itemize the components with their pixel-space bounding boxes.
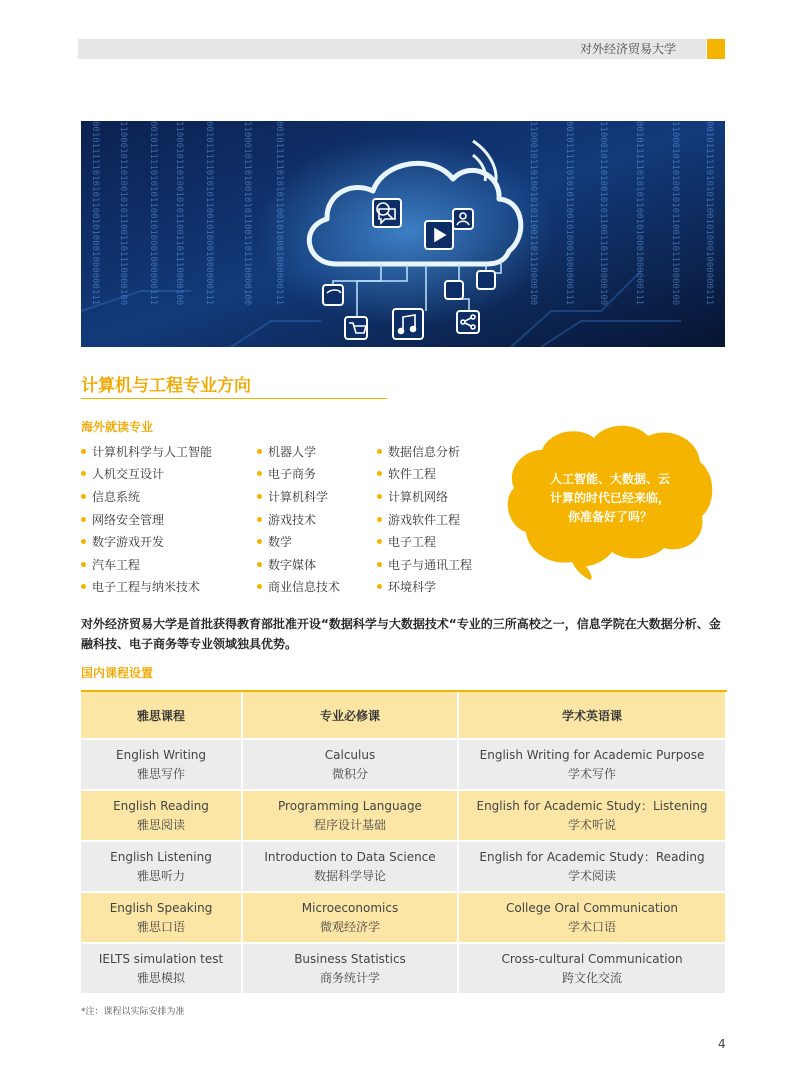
bullet-icon bbox=[377, 449, 382, 454]
list-item: 电子工程 bbox=[377, 533, 436, 550]
bullet-icon bbox=[257, 449, 262, 454]
cart-icon bbox=[345, 317, 367, 339]
table-cell: Calculus 微积分 bbox=[243, 740, 459, 791]
table-row bbox=[81, 791, 727, 842]
bullet-icon bbox=[81, 471, 86, 476]
table-cell: College Oral Communication 学术口语 bbox=[459, 893, 727, 944]
header-ielts: 雅思课程 bbox=[81, 692, 243, 740]
table-cell: English Writing 雅思写作 bbox=[81, 740, 243, 791]
list-item: 机器人学 bbox=[257, 443, 316, 460]
document-icon bbox=[445, 281, 463, 299]
list-item: 游戏软件工程 bbox=[377, 511, 460, 528]
list-item: 人机交互设计 bbox=[81, 465, 164, 482]
header-bar bbox=[78, 39, 706, 59]
university-name: 对外经济贸易大学 bbox=[579, 42, 676, 56]
list-item: 商业信息技术 bbox=[257, 578, 340, 595]
list-item: 软件工程 bbox=[377, 465, 436, 482]
table-cell: Business Statistics 商务统计学 bbox=[243, 944, 459, 995]
page-number: 4 bbox=[718, 1037, 726, 1051]
binary-column-5: 0010111110101011001010001000000111 bbox=[204, 121, 214, 306]
bullet-icon bbox=[257, 584, 262, 589]
binary-column-1: 0010111110101011001010001000000111 bbox=[90, 121, 100, 306]
intro-paragraph: 对外经济贸易大学是首批获得教育部批准开设“数据科学与大数据技术“专业的三所高校之一，信息学院在大数据分析、金融科技、电子商务等专业领域独具优势。 bbox=[81, 617, 721, 651]
bullet-icon bbox=[81, 494, 86, 499]
table-cell: English Reading 雅思阅读 bbox=[81, 791, 243, 842]
bullet-icon bbox=[81, 539, 86, 544]
bullet-icon bbox=[81, 449, 86, 454]
bullet-icon bbox=[377, 471, 382, 476]
bullet-icon bbox=[377, 584, 382, 589]
table-cell: Programming Language 程序设计基础 bbox=[243, 791, 459, 842]
table-row bbox=[81, 740, 727, 791]
list-item: 环境科学 bbox=[377, 578, 436, 595]
domestic-courses-title: 国内课程设置 bbox=[81, 666, 154, 680]
table-cell: English Speaking 雅思口语 bbox=[81, 893, 243, 944]
binary-column-13: 0010111110101011001010001000000111 bbox=[704, 121, 714, 306]
table-cell: Cross-cultural Communication 跨文化交流 bbox=[459, 944, 727, 995]
list-item: 电子商务 bbox=[257, 465, 316, 482]
bullet-icon bbox=[257, 562, 262, 567]
list-item: 计算机科学与人工智能 bbox=[81, 443, 212, 460]
bullet-icon bbox=[81, 584, 86, 589]
list-item: 数字游戏开发 bbox=[81, 533, 164, 550]
binary-column-10: 1100010110100101011001101110000100 bbox=[598, 121, 608, 306]
list-item: 网络安全管理 bbox=[81, 511, 164, 528]
section-title-underline bbox=[81, 398, 387, 399]
table-cell: English for Academic Study：Listening 学术听说 bbox=[459, 791, 727, 842]
bullet-icon bbox=[257, 539, 262, 544]
list-item: 计算机科学 bbox=[257, 488, 328, 505]
table-cell: Microeconomics 微观经济学 bbox=[243, 893, 459, 944]
list-item: 电子与通讯工程 bbox=[377, 556, 472, 573]
list-item: 数学 bbox=[257, 533, 292, 550]
list-item: 信息系统 bbox=[81, 488, 140, 505]
binary-column-2: 1100010110100101011001101110000100 bbox=[118, 121, 128, 306]
binary-column-6: 1100010110100101011001101110000100 bbox=[242, 121, 252, 306]
bullet-icon bbox=[257, 494, 262, 499]
binary-column-12: 1100010110100101011001101110000100 bbox=[670, 121, 680, 306]
binary-column-3: 0010111110101011001010001000000111 bbox=[148, 121, 158, 306]
cloud-computing-illustration bbox=[81, 121, 725, 347]
bullet-icon bbox=[377, 517, 382, 522]
binary-column-4: 1100010110100101011001101110000100 bbox=[174, 121, 184, 306]
bullet-icon bbox=[257, 471, 262, 476]
binary-column-11: 0010111110101011001010001000000111 bbox=[634, 121, 644, 306]
list-item: 汽车工程 bbox=[81, 556, 140, 573]
hero-cloud-image bbox=[81, 121, 725, 347]
list-item: 计算机网络 bbox=[377, 488, 448, 505]
table-cell: Introduction to Data Science 数据科学导论 bbox=[243, 842, 459, 893]
footnote: *注：课程以实际安排为准 bbox=[81, 1007, 185, 1017]
header-accent-block bbox=[707, 39, 725, 59]
list-item: 数字媒体 bbox=[257, 556, 316, 573]
section-title: 计算机与工程专业方向 bbox=[81, 376, 251, 396]
bullet-icon bbox=[377, 539, 382, 544]
table-cell: English Listening 雅思听力 bbox=[81, 842, 243, 893]
binary-column-9: 0010111110101011001010001000000111 bbox=[564, 121, 574, 306]
bullet-icon bbox=[377, 562, 382, 567]
list-item: 游戏技术 bbox=[257, 511, 316, 528]
bubble-text: 人工智能、大数据、云 计算的时代已经来临， 你准备好了吗？ bbox=[549, 472, 670, 524]
table-header-row bbox=[81, 692, 727, 740]
bullet-icon bbox=[377, 494, 382, 499]
table-row bbox=[81, 944, 727, 995]
table-cell: IELTS simulation test 雅思模拟 bbox=[81, 944, 243, 995]
table-cell: English for Academic Study：Reading 学术阅读 bbox=[459, 842, 727, 893]
bullet-icon bbox=[81, 517, 86, 522]
list-item: 数据信息分析 bbox=[377, 443, 460, 460]
header-core: 专业必修课 bbox=[243, 692, 459, 740]
course-table bbox=[81, 692, 727, 995]
table-cell: English Writing for Academic Purpose 学术写作 bbox=[459, 740, 727, 791]
overseas-majors-title: 海外就读专业 bbox=[81, 420, 154, 434]
bullet-icon bbox=[81, 562, 86, 567]
header-academic-english: 学术英语课 bbox=[459, 692, 727, 740]
wifi-icon bbox=[323, 285, 343, 305]
table-row bbox=[81, 842, 727, 893]
bullet-icon bbox=[257, 517, 262, 522]
music-icon bbox=[393, 309, 423, 339]
picture-icon bbox=[477, 271, 495, 289]
overseas-majors-list bbox=[81, 443, 501, 603]
list-item: 电子工程与纳米技术 bbox=[81, 578, 200, 595]
table-row bbox=[81, 893, 727, 944]
